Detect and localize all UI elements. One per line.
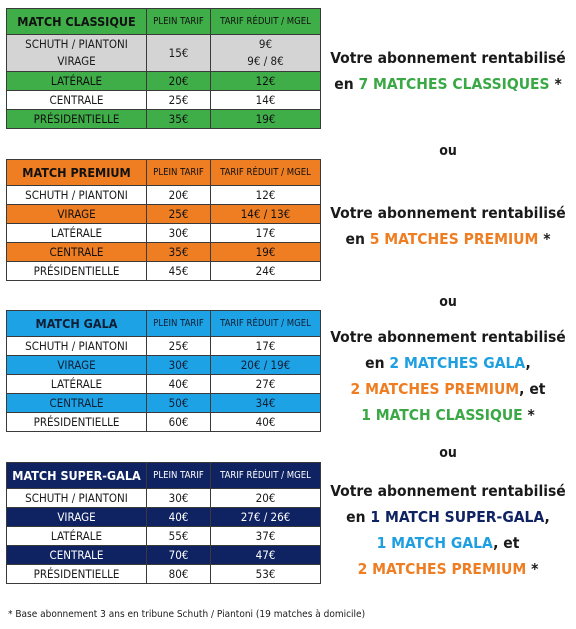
reduit-cell: 47€ bbox=[211, 546, 321, 565]
promo-line bbox=[326, 350, 570, 376]
reduit-cell: 14€ bbox=[211, 91, 321, 110]
promo-highlight: 1 MATCH SUPER-GALA bbox=[370, 508, 545, 526]
zone-cell: PRÉSIDENTIELLE bbox=[7, 110, 147, 129]
plein-cell: 70€ bbox=[147, 546, 211, 565]
plein-cell: 15€ bbox=[147, 35, 211, 72]
table-row bbox=[7, 262, 321, 281]
reduit-value: 9€ bbox=[258, 37, 273, 51]
plein-cell: 25€ bbox=[147, 91, 211, 110]
plein-cell: 60€ bbox=[147, 413, 211, 432]
reduit-cell: 12€ bbox=[211, 186, 321, 205]
table-row bbox=[7, 224, 321, 243]
promo-text: en bbox=[345, 230, 370, 248]
promo-highlight: 1 MATCH GALA bbox=[376, 534, 494, 552]
reduit-cell bbox=[211, 35, 321, 72]
promo-gala bbox=[326, 324, 570, 428]
reduit-cell: 27€ bbox=[211, 375, 321, 394]
zone-cell: LATÉRALE bbox=[7, 527, 147, 546]
promo-text: en bbox=[365, 354, 390, 372]
plein-cell: 45€ bbox=[147, 262, 211, 281]
zone-cell: LATÉRALE bbox=[7, 224, 147, 243]
plein-cell: 20€ bbox=[147, 186, 211, 205]
zone-cell: LATÉRALE bbox=[7, 375, 147, 394]
promo-highlight: 7 MATCHES CLASSIQUES bbox=[358, 75, 550, 93]
promo-text: * bbox=[538, 230, 551, 248]
tarif-reduit-header: TARIF RÉDUIT / MGEL bbox=[211, 463, 321, 489]
promo-line bbox=[326, 376, 570, 402]
zone-cell: CENTRALE bbox=[7, 394, 147, 413]
separator-ou: ou bbox=[439, 143, 457, 159]
classique-price-table bbox=[6, 8, 321, 129]
tarif-reduit-header: TARIF RÉDUIT / MGEL bbox=[211, 9, 321, 35]
zone-cell bbox=[7, 35, 147, 72]
promo-line bbox=[326, 504, 570, 530]
table-row bbox=[7, 508, 321, 527]
plein-tarif-header: PLEIN TARIF bbox=[147, 463, 211, 489]
premium-price-table bbox=[6, 159, 321, 281]
zone-cell: SCHUTH / PIANTONI bbox=[7, 186, 147, 205]
table-row bbox=[7, 205, 321, 224]
table-header-row bbox=[7, 463, 321, 489]
plein-cell: 20€ bbox=[147, 72, 211, 91]
table-title: MATCH PREMIUM bbox=[7, 160, 147, 186]
plein-cell: 80€ bbox=[147, 565, 211, 584]
promo-text: , bbox=[525, 354, 531, 372]
promo-premium bbox=[326, 200, 570, 252]
zone-label: SCHUTH / PIANTONI bbox=[25, 37, 128, 51]
reduit-cell: 24€ bbox=[211, 262, 321, 281]
promo-lead: Votre abonnement rentabilisé bbox=[330, 49, 566, 67]
reduit-cell: 37€ bbox=[211, 527, 321, 546]
table-row bbox=[7, 186, 321, 205]
table-row bbox=[7, 337, 321, 356]
plein-tarif-header: PLEIN TARIF bbox=[147, 9, 211, 35]
zone-cell: LATÉRALE bbox=[7, 72, 147, 91]
table-row bbox=[7, 394, 321, 413]
table-row bbox=[7, 527, 321, 546]
table-title: MATCH GALA bbox=[7, 311, 147, 337]
table-row bbox=[7, 413, 321, 432]
zone-cell: CENTRALE bbox=[7, 546, 147, 565]
separator-ou: ou bbox=[439, 294, 457, 310]
table-row bbox=[7, 110, 321, 129]
zone-cell: CENTRALE bbox=[7, 243, 147, 262]
reduit-cell: 40€ bbox=[211, 413, 321, 432]
separator-ou: ou bbox=[439, 445, 457, 461]
table-row bbox=[7, 91, 321, 110]
table-row bbox=[7, 243, 321, 262]
reduit-cell: 14€ / 13€ bbox=[211, 205, 321, 224]
reduit-cell: 34€ bbox=[211, 394, 321, 413]
promo-lead: Votre abonnement rentabilisé bbox=[330, 328, 566, 346]
table-row bbox=[7, 356, 321, 375]
plein-cell: 40€ bbox=[147, 375, 211, 394]
promo-text: * bbox=[522, 406, 535, 424]
promo-lead: Votre abonnement rentabilisé bbox=[330, 482, 566, 500]
promo-line bbox=[326, 226, 570, 252]
plein-cell: 30€ bbox=[147, 224, 211, 243]
promo-lead: Votre abonnement rentabilisé bbox=[330, 204, 566, 222]
reduit-cell: 53€ bbox=[211, 565, 321, 584]
promo-text: * bbox=[526, 560, 539, 578]
promo-classique bbox=[326, 45, 570, 97]
zone-cell: SCHUTH / PIANTONI bbox=[7, 337, 147, 356]
plein-cell: 35€ bbox=[147, 110, 211, 129]
plein-cell: 50€ bbox=[147, 394, 211, 413]
plein-cell: 30€ bbox=[147, 356, 211, 375]
promo-line bbox=[326, 530, 570, 556]
promo-text: en bbox=[346, 508, 371, 526]
reduit-cell: 17€ bbox=[211, 337, 321, 356]
zone-cell: VIRAGE bbox=[7, 356, 147, 375]
promo-line bbox=[326, 71, 570, 97]
table-title: MATCH CLASSIQUE bbox=[7, 9, 147, 35]
promo-highlight: 2 MATCHES PREMIUM bbox=[357, 560, 527, 578]
tarif-reduit-header: TARIF RÉDUIT / MGEL bbox=[211, 160, 321, 186]
promo-highlight: 1 MATCH CLASSIQUE bbox=[361, 406, 523, 424]
promo-super-gala bbox=[326, 478, 570, 582]
plein-cell: 35€ bbox=[147, 243, 211, 262]
promo-highlight: 5 MATCHES PREMIUM bbox=[369, 230, 539, 248]
promo-highlight: 2 MATCHES GALA bbox=[389, 354, 526, 372]
promo-highlight: 2 MATCHES PREMIUM bbox=[350, 380, 520, 398]
gala-price-table bbox=[6, 310, 321, 432]
tarif-reduit-header: TARIF RÉDUIT / MGEL bbox=[211, 311, 321, 337]
zone-cell: PRÉSIDENTIELLE bbox=[7, 413, 147, 432]
zone-cell: SCHUTH / PIANTONI bbox=[7, 489, 147, 508]
reduit-cell: 19€ bbox=[211, 110, 321, 129]
table-row bbox=[7, 35, 321, 72]
table-row bbox=[7, 375, 321, 394]
reduit-cell: 19€ bbox=[211, 243, 321, 262]
reduit-cell: 20€ bbox=[211, 489, 321, 508]
zone-cell: PRÉSIDENTIELLE bbox=[7, 262, 147, 281]
plein-cell: 30€ bbox=[147, 489, 211, 508]
plein-cell: 25€ bbox=[147, 337, 211, 356]
promo-text: , bbox=[544, 508, 550, 526]
plein-tarif-header: PLEIN TARIF bbox=[147, 311, 211, 337]
table-row bbox=[7, 489, 321, 508]
reduit-cell: 27€ / 26€ bbox=[211, 508, 321, 527]
reduit-value: 9€ / 8€ bbox=[247, 54, 284, 68]
plein-cell: 25€ bbox=[147, 205, 211, 224]
table-header-row bbox=[7, 9, 321, 35]
zone-cell: CENTRALE bbox=[7, 91, 147, 110]
zone-cell: VIRAGE bbox=[7, 508, 147, 527]
promo-line bbox=[326, 556, 570, 582]
promo-text: , et bbox=[493, 534, 520, 552]
zone-cell: VIRAGE bbox=[7, 205, 147, 224]
promo-text: * bbox=[549, 75, 562, 93]
plein-cell: 55€ bbox=[147, 527, 211, 546]
reduit-cell: 17€ bbox=[211, 224, 321, 243]
table-title: MATCH SUPER-GALA bbox=[7, 463, 147, 489]
zone-cell: PRÉSIDENTIELLE bbox=[7, 565, 147, 584]
zone-label: VIRAGE bbox=[57, 54, 96, 68]
table-row bbox=[7, 72, 321, 91]
plein-cell: 40€ bbox=[147, 508, 211, 527]
promo-text: , et bbox=[519, 380, 546, 398]
table-header-row bbox=[7, 160, 321, 186]
promo-line bbox=[326, 402, 570, 428]
table-row bbox=[7, 565, 321, 584]
reduit-cell: 12€ bbox=[211, 72, 321, 91]
table-header-row bbox=[7, 311, 321, 337]
promo-text: en bbox=[334, 75, 359, 93]
footnote: * Base abonnement 3 ans en tribune Schuth / Piantoni (19 matches à domicile) bbox=[8, 609, 366, 620]
super-gala-price-table bbox=[6, 462, 321, 584]
plein-tarif-header: PLEIN TARIF bbox=[147, 160, 211, 186]
reduit-cell: 20€ / 19€ bbox=[211, 356, 321, 375]
table-row bbox=[7, 546, 321, 565]
